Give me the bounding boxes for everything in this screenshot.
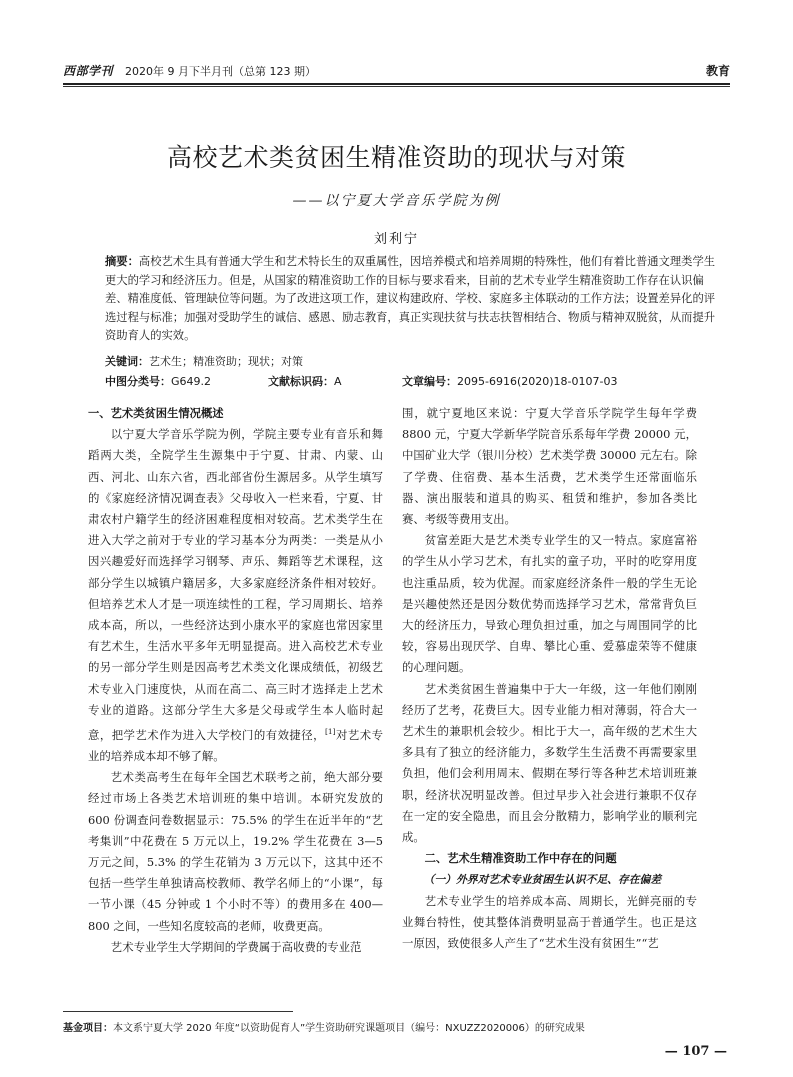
clc-value: G649.2 bbox=[171, 375, 212, 388]
abstract-text: 高校艺术生具有普通大学生和艺术特长生的双重属性，因培养模式和培养周期的特殊性，他们有着比普通文理类学生更大的学习和经济压力。但是，从国家的精准资助工作的目标与要求看来，目前的艺术专业学生精准资助工作存在认识偏差、精准度低、管理缺位等问题。为了改进这项工作，建议构建政府、学校、家庭多主体联动的工作方法；设置差异化的评选过程与标准；加强对受助学生的诚信、感恩、励志教育，真正实现扶贫与扶志扶智相结合、物质与精神双脱贫，从而提升资助育人的实效。 bbox=[105, 255, 716, 342]
keywords-text: 艺术生；精准资助；现状；对策 bbox=[149, 355, 303, 368]
paragraph: 贫富差距大是艺术类专业学生的又一特点。家庭富裕的学生从小学习艺术，有扎实的童子功，平时的吃穿用度也注重品质，较为优渥。而家庭经济条件一般的学生无论是兴趣使然还是因分数优势而选择学习艺术，常常背负巨大的经济压力，导致心理负担过重，加之与周围同学的比较，容易出现厌学、自卑、攀比心重、爱慕虚荣等不健康的心理问题。 bbox=[402, 533, 697, 675]
paragraph: 围，就宁夏地区来说：宁夏大学音乐学院学生每年学费 8800 元，宁夏大学新华学院音乐系每年学费 20000 元，中国矿业大学（银川分校）艺术类学费 30000 元左右。除了学费、住宿费、基本生活费，艺术类学生还常面临乐器、演出服装和道具的购买、租赁和维护，参加各类比赛、考级等费用支出。 bbox=[402, 406, 697, 527]
doc-code-label: 文献标识码： bbox=[268, 375, 334, 388]
header-rule bbox=[63, 83, 730, 85]
page-number: — 107 — bbox=[664, 1044, 727, 1059]
article-no-value: 2095-6916(2020)18-0107-03 bbox=[457, 375, 618, 388]
paragraph: 艺术类高考生在每年全国艺术联考之前，绝大部分要经过市场上各类艺术培训班的集中培训。本研究发放的 600 份调查问卷数据显示：75.5% 的学生在近半年的“艺考集训”中花费在 5 万元以上，19.2% 学生花费在 3—5 万元之间，5.3% 的学生花销为 3 万元以下，这其中还不包括一些学生单独请高校教师、教学名师上的“小课”，每一节小课（45 分钟或 1 个小时不等）的费用多在 400—800 之间，一些知名度较高的老师，收费更高。 bbox=[88, 770, 383, 933]
funding-footnote bbox=[63, 1019, 730, 1034]
body-column-left bbox=[88, 403, 383, 958]
journal-name: 西部学刊 bbox=[63, 64, 114, 78]
footnote-rule bbox=[63, 1011, 293, 1012]
keywords-label: 关键词： bbox=[105, 355, 149, 368]
paragraph: 艺术专业学生大学期间的学费属于高收费的专业范 bbox=[110, 939, 362, 954]
footnote-label: 基金项目： bbox=[63, 1023, 113, 1034]
paragraph: 以宁夏大学音乐学院为例，学院主要专业有音乐和舞蹈两大类，全院学生生源集中于宁夏、甘肃、内蒙、山西、河北、山东六省，西北部省份生源居多。从学生填写的《家庭经济情况调查表》父母收入一栏来看，宁夏、甘肃农村户籍学生的经济困难程度相对较高。艺术类学生在进入大学之前对于专业的学习基本分为两类：一类是从小因兴趣爱好而选择学习钢琴、声乐、舞蹈等艺术课程，这部分学生以城镇户籍居多，大多家庭经济条件相对较好。但培养艺术人才是一项连续性的工程，学习周期长、培养成本高，所以，一些经济达到小康水平的家庭也常因家里有艺术生，生活水平多年无明显提高。进入高校艺术专业的另一部分学生则是因高考艺术类文化课成绩低，初级艺术专业入门速度快，从而在高二、高三时才选择走上艺术专业的道路。这部分学生大多是父母或学生本人临时起意，把学艺术作为进入大学校门的有效捷径，[1]对艺术专业的培养成本却不够了解。 bbox=[88, 427, 383, 764]
footnote-text: 本文系宁夏大学 2020 年度“以资助促育人”学生资助研究课题项目（编号：NXUZZ2020006）的研究成果 bbox=[113, 1023, 585, 1034]
section-heading: 二、艺术生精准资助工作中存在的问题 bbox=[424, 852, 617, 866]
article-title: 高校艺术类贫困生精准资助的现状与对策 bbox=[166, 143, 626, 172]
keywords bbox=[105, 353, 303, 369]
abstract bbox=[105, 253, 717, 346]
clc-label: 中图分类号： bbox=[105, 375, 171, 388]
section-name: 教育 bbox=[705, 64, 730, 78]
author-name: 刘利宁 bbox=[373, 232, 419, 247]
doc-code-value: A bbox=[334, 375, 342, 388]
document-code bbox=[268, 373, 342, 389]
subsection-heading: （一）外界对艺术专业贫困生认识不足、存在偏差 bbox=[423, 873, 662, 887]
clc-number bbox=[105, 373, 211, 389]
article-no-label: 文章编号： bbox=[402, 375, 457, 388]
abstract-label: 摘要： bbox=[105, 255, 139, 268]
header-rule-thin bbox=[63, 86, 730, 87]
running-header bbox=[63, 61, 730, 81]
body-column-right bbox=[402, 403, 697, 954]
article-subtitle: ——以宁夏大学音乐学院为例 bbox=[292, 193, 501, 209]
paragraph: 艺术专业学生的培养成本高、周期长，光鲜亮丽的专业舞台特性，使其整体消费明显高于普通学生。也正是这一原因，致使很多人产生了“艺术生没有贫困生”“艺 bbox=[402, 893, 697, 951]
section-heading: 一、艺术类贫困生情况概述 bbox=[88, 407, 224, 420]
citation-ref: [1] bbox=[324, 727, 336, 737]
article-number bbox=[402, 373, 617, 389]
paragraph: 艺术类贫困生普遍集中于大一年级，这一年他们刚刚经历了艺考，花费巨大。因专业能力相对薄弱，符合大一艺术生的兼职机会较少。相比于大一，高年级的艺术生大多具有了独立的经济能力，多数学生生活费不再需要家里负担，他们会利用周末、假期在琴行等各种艺术培训班兼职，经济状况明显改善。但过早步入社会进行兼职不仅存在一定的安全隐患，而且会分散精力，影响学业的顺利完成。 bbox=[402, 681, 697, 845]
issue-info: 2020年 9 月下半月刊（总第 123 期） bbox=[125, 65, 316, 78]
